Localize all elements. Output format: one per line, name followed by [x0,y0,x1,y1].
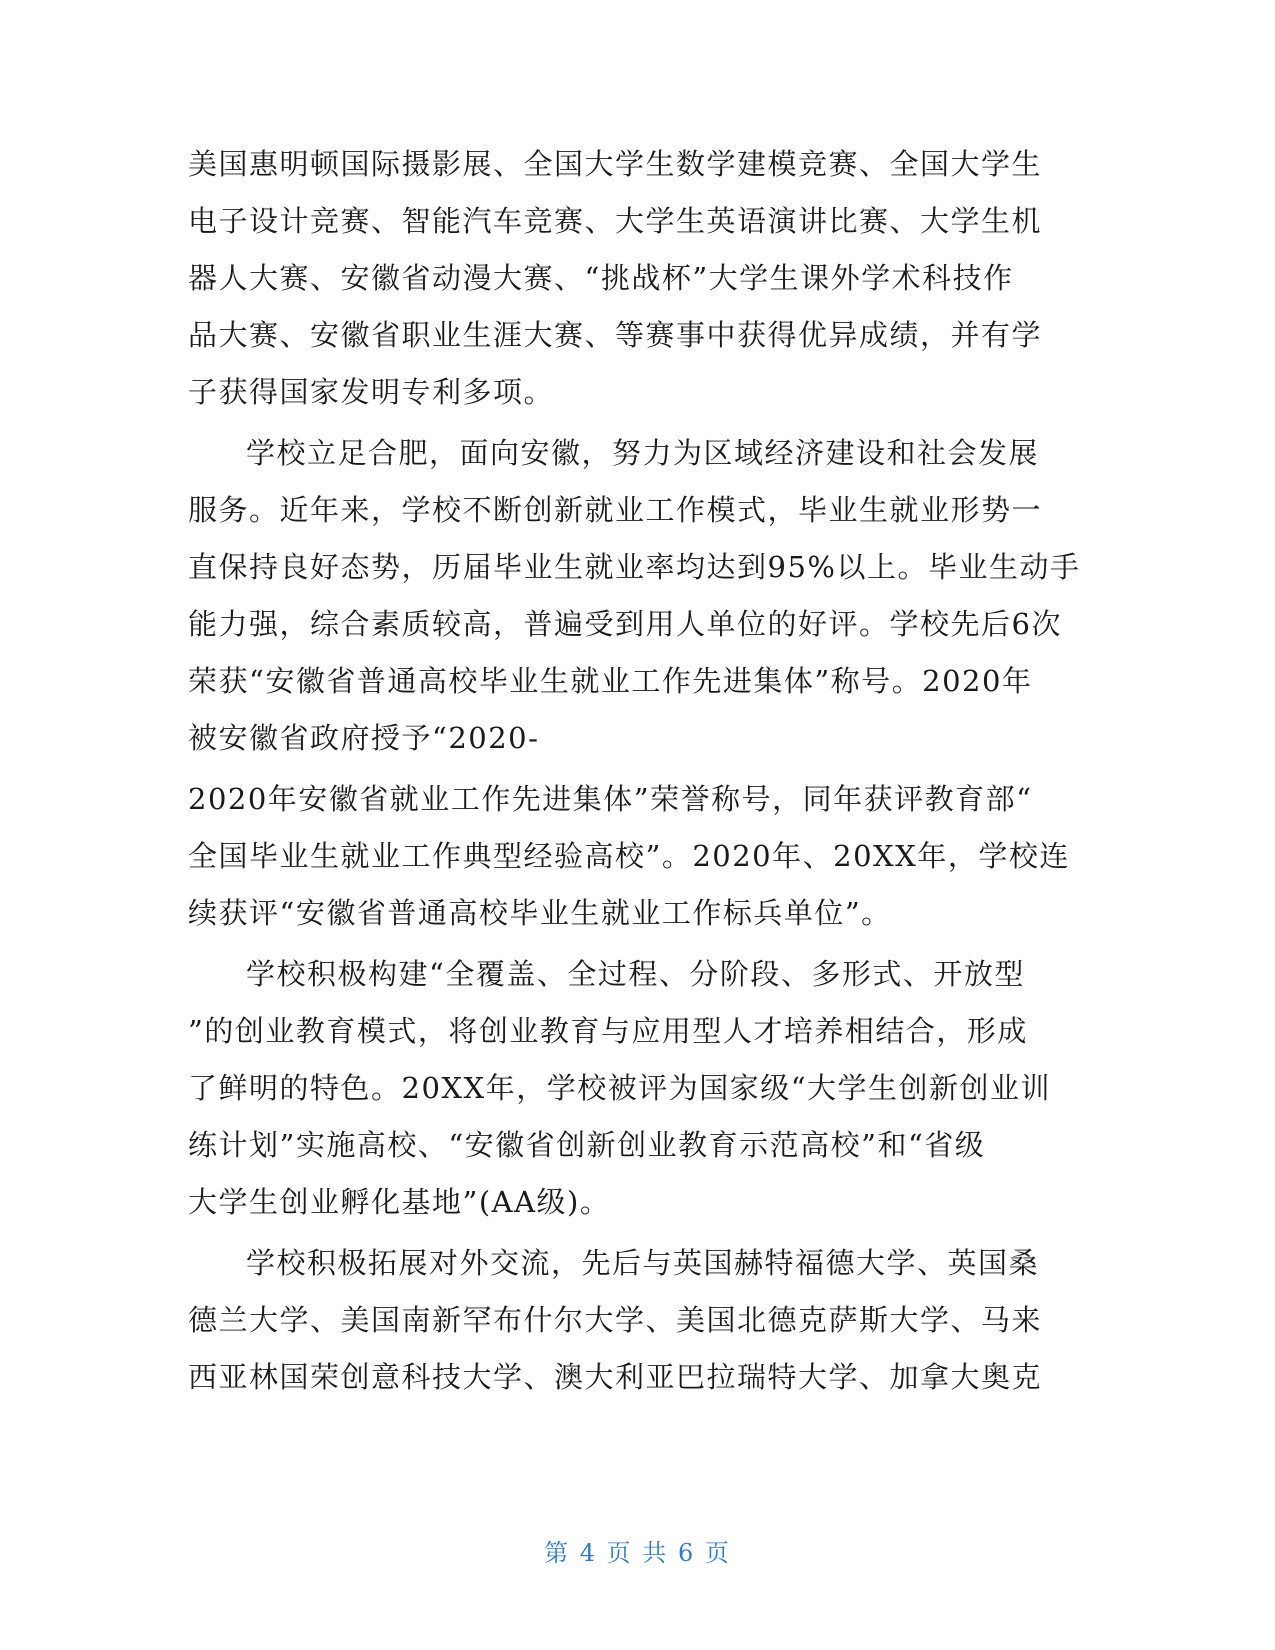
paragraph-first-line: 学校积极构建“全覆盖、全过程、分阶段、多形式、开放型 [246,957,1025,991]
text-line: 大学生创业孵化基地”(AA级)。 [188,1185,611,1219]
text-line: 全国毕业生就业工作典型经验高校”。2020年、20XX年，学校连 [188,839,1070,873]
text-line: 荣获“安徽省普通高校毕业生就业工作先进集体”称号。2020年 [188,664,1033,698]
text-line: 子获得国家发明专利多项。 [188,375,555,409]
text-line: 西亚林国荣创意科技大学、澳大利亚巴拉瑞特大学、加拿大奥克 [188,1360,1043,1394]
paragraph-first-line: 学校积极拓展对外交流，先后与英国赫特福德大学、英国桑 [246,1246,1040,1280]
text-line: 练计划”实施高校、“安徽省创新创业教育示范高校”和“省级 [188,1128,986,1162]
text-line: 美国惠明顿国际摄影展、全国大学生数学建模竞赛、全国大学生 [188,147,1043,181]
text-line: ”的创业教育模式，将创业教育与应用型人才培养相结合，形成 [188,1014,1028,1048]
text-line: 直保持良好态势，历届毕业生就业率均达到95%以上。毕业生动手 [188,550,1081,584]
page-number-footer: 第 4 页 共 6 页 [544,1539,731,1567]
text-line: 服务。近年来，学校不断创新就业工作模式，毕业生就业形势一 [188,493,1043,527]
text-line: 能力强，综合素质较高，普遍受到用人单位的好评。学校先后6次 [188,607,1062,641]
text-line: 电子设计竞赛、智能汽车竞赛、大学生英语演讲比赛、大学生机 [188,204,1043,238]
text-line: 被安徽省政府授予“2020- [188,721,540,755]
text-line: 续获评“安徽省普通高校毕业生就业工作标兵单位”。 [188,896,892,930]
paragraph-first-line: 学校立足合肥，面向安徽，努力为区域经济建设和社会发展 [246,436,1040,470]
text-line: 德兰大学、美国南新罕布什尔大学、美国北德克萨斯大学、马来 [188,1303,1043,1337]
text-line: 了鲜明的特色。20XX年，学校被评为国家级“大学生创新创业训 [188,1071,1052,1105]
text-line: 2020年安徽省就业工作先进集体”荣誉称号，同年获评教育部“ [188,782,1033,816]
text-line: 品大赛、安徽省职业生涯大赛、等赛事中获得优异成绩，并有学 [188,318,1043,352]
text-line: 器人大赛、安徽省动漫大赛、“挑战杯”大学生课外学术科技作 [188,261,1014,295]
